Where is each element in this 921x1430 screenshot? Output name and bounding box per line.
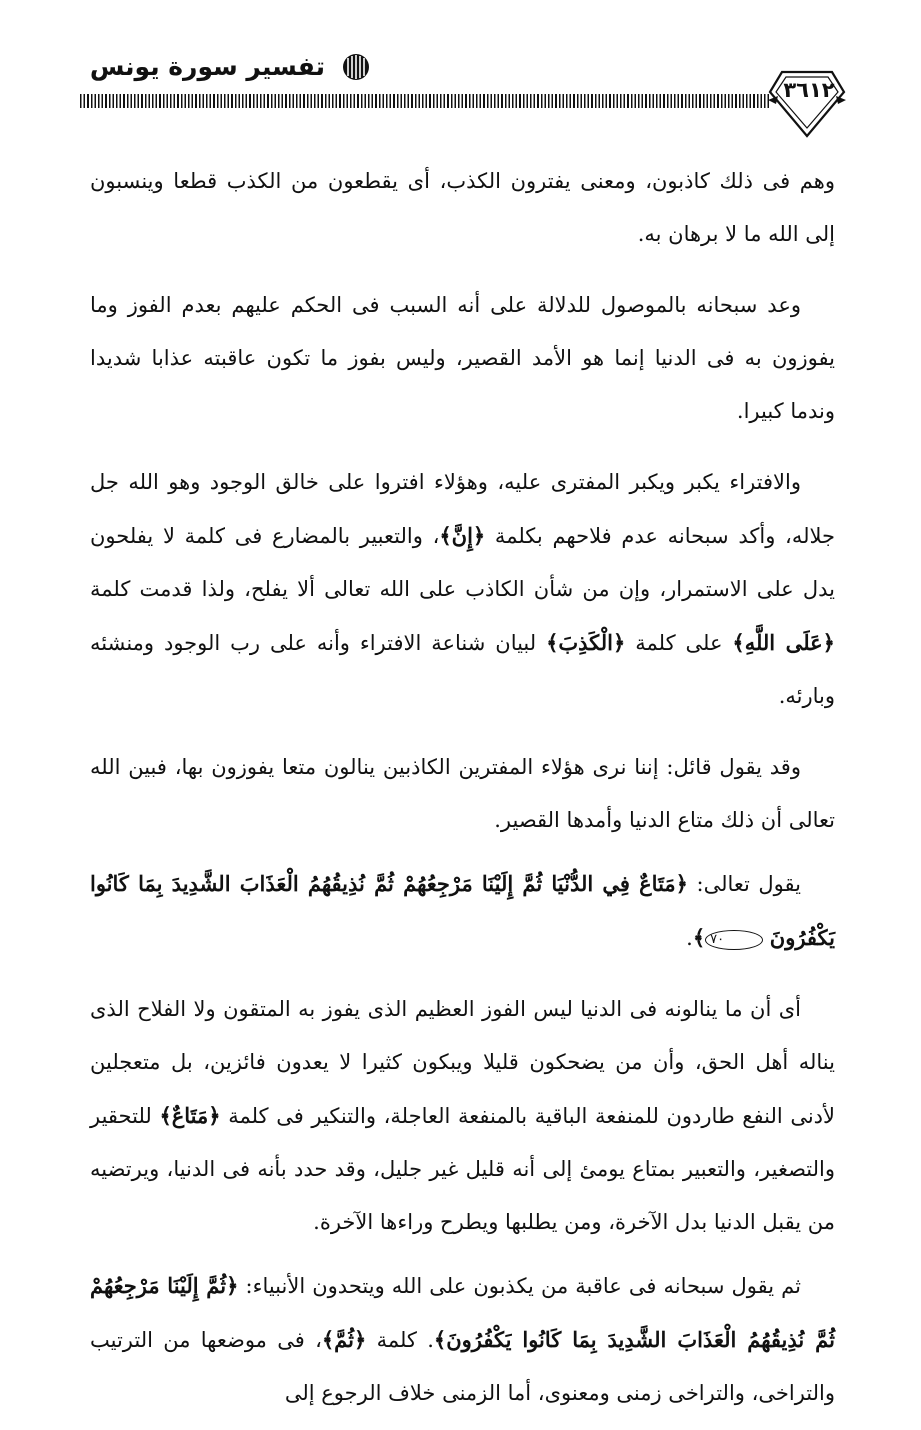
- paragraph-6-text-a: أى أن ما ينالونه فى الدنيا ليس الفوز العظيم الذى يفوز به المتقون ولا الفلاح الذى يناله أهل الحق، وأن من يضحكون قليلا ويبكون كثيرا لا يعدون فائزين، بل متعجلين لأدنى النفع طاردون للمنفعة الباقية بالمنفعة العاجلة، والتنكير فى كلمة: [90, 997, 835, 1128]
- header-rule: [80, 94, 770, 108]
- paragraph-7-text-b: . كلمة: [366, 1328, 434, 1352]
- verse-number-badge: ٧٠: [705, 930, 763, 950]
- paragraph-2: وعد سبحانه بالموصول للدلالة على أنه السبب فى الحكم عليهم بعدم الفوز وما يفوزون به فى الدنيا إنما هو الأمد القصير، وليس بفوز ما تكون عاقبته عذابا شديدا وندما كبيرا.: [90, 293, 835, 423]
- quran-verse-quote: ﴿ثُمَّ إِلَيْنَا مَرْجِعُهُمْ ثُمَّ نُذِيقُهُمُ الْعَذَابَ الشَّدِيدَ بِمَا كَانُوا يَكْفُرُونَ﴾: [90, 1273, 835, 1352]
- running-header-title: تفسير سورة يونس: [89, 52, 325, 81]
- page-body: [90, 155, 835, 1430]
- paragraph-3-text-b: ، والتعبير بالمضارع فى كلمة لا يفلحون يدل على الاستمرار، وإن من شأن الكاذب على الله تعالى ألا يفلح، ولذا قدمت كلمة: [90, 524, 835, 601]
- verse-tail: .: [686, 926, 693, 950]
- page-number: ٣٦١٢: [783, 78, 835, 102]
- quran-word-alkadhib: ﴿الْكَذِبَ﴾: [546, 630, 626, 655]
- paragraph-4: وقد يقول قائل: إننا نرى هؤلاء المفترين الكاذبين ينالون متعا يفوزون بها، فبين الله تعالى أن ذلك متاع الدنيا وأمدها القصير.: [90, 755, 835, 832]
- quran-verse: ﴿مَتَاعٌ فِي الدُّنْيَا ثُمَّ إِلَيْنَا مَرْجِعُهُمْ ثُمَّ نُذِيقُهُمُ الْعَذَابَ الشَّدِيدَ بِمَا كَانُوا يَكْفُرُونَ: [90, 871, 835, 950]
- paragraph-6: [90, 983, 835, 1249]
- paragraph-7-text-c: ، فى موضعها من الترتيب والتراخى، والتراخى زمنى ومعنوى، أما الزمنى خلاف الرجوع إلى: [90, 1328, 835, 1405]
- paragraph-7: [90, 1259, 835, 1420]
- paragraph-3-text-a: والافتراء يكبر ويكبر المفترى عليه، وهؤلاء افتروا على خالق الوجود وهو الله جل جلاله، وأكد سبحانه عدم فلاحهم بكلمة: [90, 470, 835, 548]
- quran-word-inna: ﴿إِنَّ﴾: [439, 523, 486, 548]
- paragraph-3: [90, 456, 835, 723]
- paragraph-3-text-d: لبيان شناعة الافتراء وأنه على رب الوجود ومنشئه وبارئه.: [90, 631, 835, 708]
- paragraph-1: وهم فى ذلك كاذبون، ومعنى يفترون الكذب، أى يقطعون من الكذب قطعا وينسبون إلى الله ما لا برهان به.: [90, 169, 835, 246]
- page-number-badge: [762, 62, 852, 144]
- verse-lead: يقول تعالى:: [687, 872, 801, 896]
- paragraph-7-text-a: ثم يقول سبحانه فى عاقبة من يكذبون على الله ويتحدون الأنبياء:: [238, 1274, 801, 1298]
- ornament-icon: [339, 50, 373, 84]
- quran-phrase-ala-allah: ﴿عَلَى اللَّهِ﴾: [732, 630, 835, 655]
- verse-paragraph: [90, 857, 835, 965]
- quran-word-thumma: ﴿ثُمَّ﴾: [321, 1327, 367, 1352]
- paragraph-3-text-c: على كلمة: [625, 631, 733, 655]
- paragraph-6-text-b: للتحقير والتصغير، والتعبير بمتاع يومئ إلى أنه قليل غير جليل، وقد حدد بأنه فى الدنيا، ويرتضيه من يقبل الدنيا بدل الآخرة، ومن يطلبها ويطرح وراءها الآخرة.: [90, 1104, 835, 1234]
- quran-word-mataa: ﴿مَتَاعٌ﴾: [159, 1103, 221, 1128]
- verse-close-bracket: ﴾: [692, 925, 706, 950]
